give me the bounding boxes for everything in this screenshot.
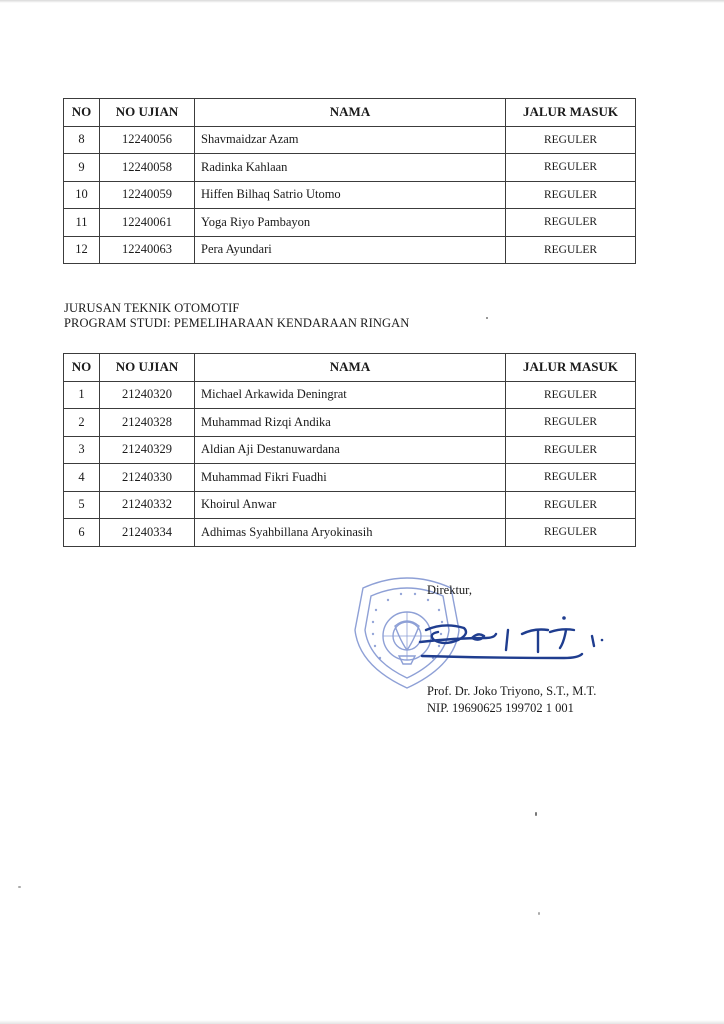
table-row: [64, 126, 636, 154]
scan-speck: [538, 912, 540, 915]
header-no: NO: [64, 354, 100, 382]
page-bottom-edge: [0, 1020, 724, 1024]
program-studi-label: PROGRAM STUDI: PEMELIHARAAN KENDARAAN RINGAN: [64, 316, 410, 330]
table-header-row: [64, 354, 636, 382]
cell-no: 3: [64, 436, 100, 464]
cell-no-ujian: 21240328: [100, 409, 195, 437]
header-no-ujian: NO UJIAN: [100, 99, 195, 127]
table-student-list-2: [63, 353, 636, 547]
cell-jalur: REGULER: [506, 519, 636, 547]
cell-no-ujian: 12240059: [100, 181, 195, 209]
cell-no-ujian: 12240056: [100, 126, 195, 154]
cell-jalur: REGULER: [506, 409, 636, 437]
table-row: [64, 491, 636, 519]
table-row: [64, 154, 636, 182]
header-no: NO: [64, 99, 100, 127]
cell-jalur: REGULER: [506, 236, 636, 264]
header-nama: NAMA: [195, 99, 506, 127]
cell-nama: Muhammad Fikri Fuadhi: [195, 464, 506, 492]
cell-nama: Yoga Riyo Pambayon: [195, 209, 506, 237]
cell-no: 6: [64, 519, 100, 547]
table-header-row: [64, 99, 636, 127]
table-row: [64, 436, 636, 464]
table-row: [64, 209, 636, 237]
page-top-edge: [0, 0, 724, 3]
cell-nama: Shavmaidzar Azam: [195, 126, 506, 154]
cell-nama: Hiffen Bilhaq Satrio Utomo: [195, 181, 506, 209]
cell-no: 10: [64, 181, 100, 209]
table-student-list-1: [63, 98, 636, 264]
cell-no-ujian: 21240330: [100, 464, 195, 492]
table-row: [64, 409, 636, 437]
header-jalur-masuk: JALUR MASUK: [506, 99, 636, 127]
cell-no: 12: [64, 236, 100, 264]
cell-jalur: REGULER: [506, 464, 636, 492]
cell-no-ujian: 21240334: [100, 519, 195, 547]
header-no-ujian: NO UJIAN: [100, 354, 195, 382]
cell-no: 4: [64, 464, 100, 492]
cell-no: 5: [64, 491, 100, 519]
cell-jalur: REGULER: [506, 126, 636, 154]
jurusan-label: JURUSAN TEKNIK OTOMOTIF: [64, 301, 240, 315]
signatory-title: Direktur,: [427, 583, 472, 597]
cell-no: 1: [64, 381, 100, 409]
handwritten-signature: [414, 608, 614, 666]
cell-jalur: REGULER: [506, 491, 636, 519]
table-row: [64, 519, 636, 547]
cell-nama: Aldian Aji Destanuwardana: [195, 436, 506, 464]
scan-speck: [18, 886, 21, 888]
cell-nama: Michael Arkawida Deningrat: [195, 381, 506, 409]
cell-nama: Khoirul Anwar: [195, 491, 506, 519]
cell-no-ujian: 21240320: [100, 381, 195, 409]
cell-no-ujian: 21240329: [100, 436, 195, 464]
section-heading: [64, 301, 409, 331]
scan-speck: [486, 317, 488, 319]
cell-no: 9: [64, 154, 100, 182]
scan-speck: [535, 812, 537, 816]
cell-jalur: REGULER: [506, 181, 636, 209]
table-row: [64, 181, 636, 209]
cell-no-ujian: 21240332: [100, 491, 195, 519]
cell-no-ujian: 12240063: [100, 236, 195, 264]
cell-no: 8: [64, 126, 100, 154]
cell-no: 2: [64, 409, 100, 437]
cell-nama: Pera Ayundari: [195, 236, 506, 264]
table-row: [64, 381, 636, 409]
cell-nama: Muhammad Rizqi Andika: [195, 409, 506, 437]
cell-no: 11: [64, 209, 100, 237]
header-jalur-masuk: JALUR MASUK: [506, 354, 636, 382]
cell-jalur: REGULER: [506, 154, 636, 182]
cell-no-ujian: 12240058: [100, 154, 195, 182]
cell-nama: Radinka Kahlaan: [195, 154, 506, 182]
cell-nama: Adhimas Syahbillana Aryokinasih: [195, 519, 506, 547]
signatory-name: Prof. Dr. Joko Triyono, S.T., M.T.: [427, 684, 597, 698]
table-row: [64, 236, 636, 264]
cell-jalur: REGULER: [506, 381, 636, 409]
signatory-nip: NIP. 19690625 199702 1 001: [427, 701, 574, 715]
table-row: [64, 464, 636, 492]
cell-jalur: REGULER: [506, 436, 636, 464]
cell-jalur: REGULER: [506, 209, 636, 237]
cell-no-ujian: 12240061: [100, 209, 195, 237]
header-nama: NAMA: [195, 354, 506, 382]
